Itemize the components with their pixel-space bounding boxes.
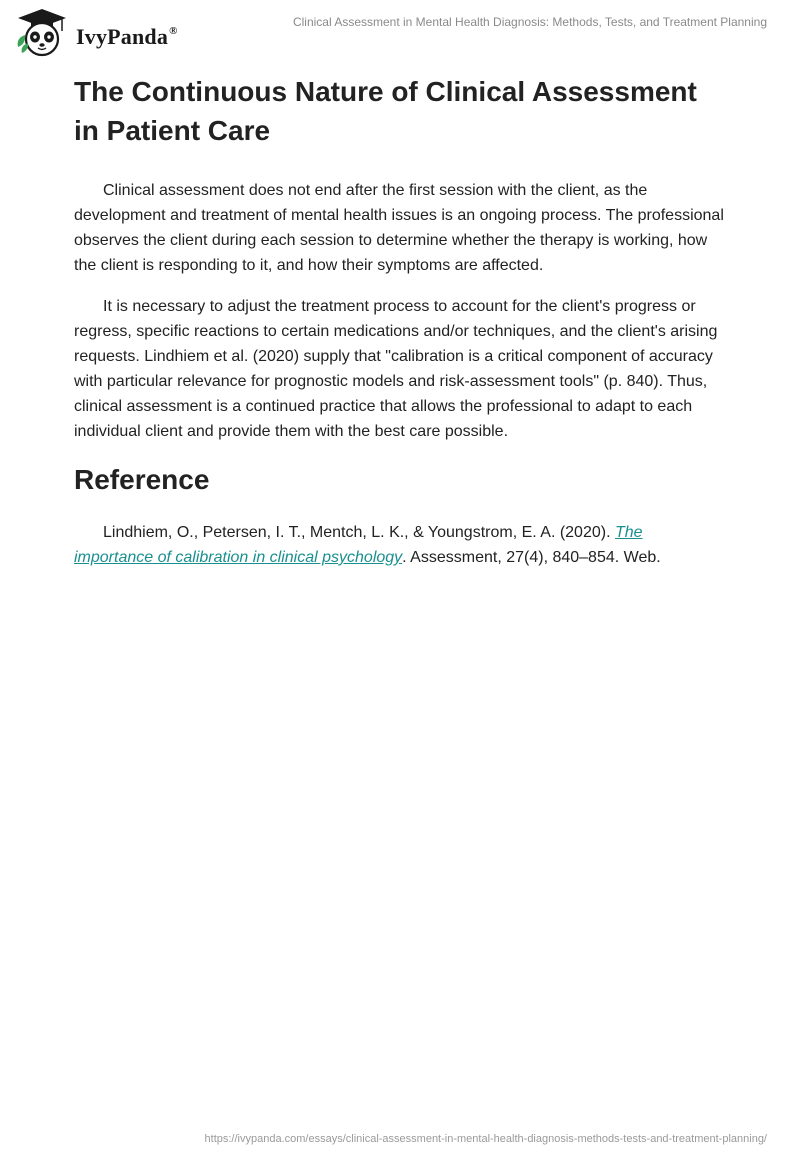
panda-graduate-icon [14, 7, 70, 57]
reference-entry [74, 520, 726, 570]
reference-source: . Assessment, 27(4), 840–854. Web. [402, 549, 661, 566]
page-header [0, 0, 800, 60]
paragraph: It is necessary to adjust the treatment process to account for the client's progress or regress, specific reactions to certain medications and/or techniques, and the client's arising requests. Lindhiem et al. (2020) supply that "calibration is a critical component of accuracy with particular relevance for prognostic models and risk-assessment tools" (p. 840). Thus, clinical assessment is a continued practice that allows the professional to adapt to each individual client and provide them with the best care possible. [74, 298, 718, 440]
section-heading: The Continuous Nature of Clinical Assessment in Patient Care [74, 76, 697, 146]
brand-name: IvyPanda® [76, 24, 178, 49]
reference-authors: Lindhiem, O., Petersen, I. T., Mentch, L. K., & Youngstrom, E. A. (2020). [103, 524, 615, 541]
running-title: Clinical Assessment in Mental Health Diagnosis: Methods, Tests, and Treatment Planning [292, 15, 767, 29]
ivypanda-logo[interactable] [14, 7, 194, 59]
article-content [74, 72, 726, 570]
paragraph: Clinical assessment does not end after the first session with the client, as the development and treatment of mental health issues is an ongoing process. The professional observes the client during each session to determine whether the therapy is working, how the client is responding to it, and how their symptoms are affected. [74, 182, 724, 274]
reference-heading: Reference [74, 464, 210, 495]
footer-url[interactable]: https://ivypanda.com/essays/clinical-assessment-in-mental-health-diagnosis-methods-tests-and-treatment-planning/ [204, 1133, 767, 1145]
reference-link[interactable]: The importance of calibration in clinical psychology [74, 524, 643, 566]
